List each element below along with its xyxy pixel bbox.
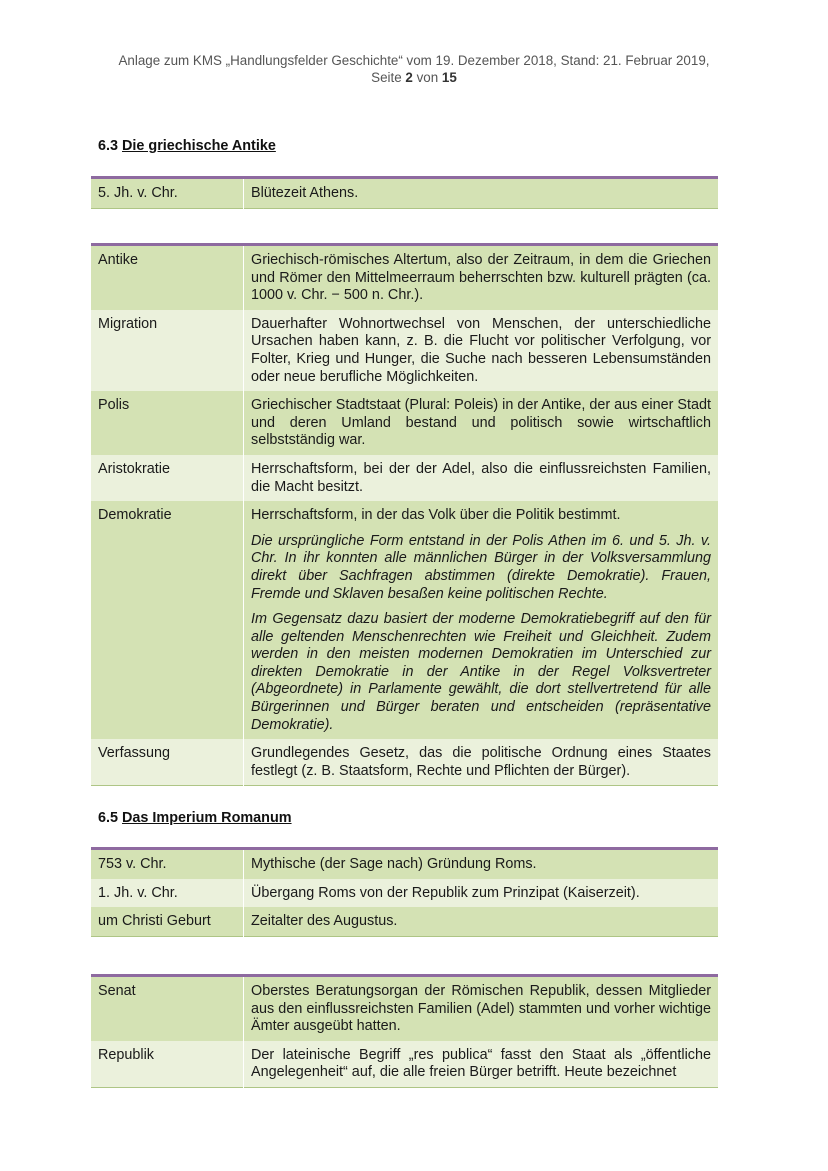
date-cell: 1. Jh. v. Chr. <box>91 879 244 908</box>
term-cell: Senat <box>91 976 244 1041</box>
definition-note: Im Gegensatz dazu basiert der moderne Demokratiebegriff auf den für alle geltenden Menschenrechten wie Freiheit und Gleichheit. Zudem werden in den meisten modernen Demokratien im Unterschied zur direkten Demokratie in der Antike in der Regel Volksvertreter (Abgeordnete) in Parlamente gewählt, die dort stellvertretend für alle Bürgerinnen und Bürger beraten und entscheiden (repräsentative Demokratie). <box>251 611 711 733</box>
definition-cell: Herrschaftsform, bei der der Adel, also die einflussreichsten Familien, die Macht besitzt. <box>244 455 719 501</box>
event-cell: Blütezeit Athens. <box>244 178 719 209</box>
date-cell: 753 v. Chr. <box>91 849 244 879</box>
glossary-table-antike <box>91 243 718 786</box>
page-header <box>0 52 828 86</box>
header-line: Anlage zum KMS „Handlungsfelder Geschichte“ vom 19. Dezember 2018, Stand: 21. Februar 2019, <box>118 53 710 68</box>
term-cell: Verfassung <box>91 739 244 786</box>
table-row <box>91 178 718 209</box>
table-row <box>91 879 718 908</box>
definition-cell: Grundlegendes Gesetz, das die politische Ordnung eines Staates festlegt (z. B. Staatsform, Rechte und Pflichten der Bürger). <box>244 739 719 786</box>
event-cell: Übergang Roms von der Republik zum Prinzipat (Kaiserzeit). <box>244 879 719 908</box>
page-total: 15 <box>441 70 457 85</box>
section-heading-antike: 6.3 Die griechische Antike <box>98 138 276 154</box>
table-row <box>91 455 718 501</box>
table-row <box>91 501 718 739</box>
definition-cell: Oberstes Beratungsorgan der Römischen Republik, dessen Mitglieder aus den einflussreichsten Familien (Adel) stammten und vorher wichtige Ämter ausgeübt hatten. <box>244 976 719 1041</box>
definition-cell: Der lateinische Begriff „res publica“ fasst den Staat als „öffentliche Angelegenheit“ auf, die alle freien Bürger betrifft. Heute bezeichnet <box>244 1041 719 1088</box>
table-row <box>91 310 718 391</box>
date-cell: 5. Jh. v. Chr. <box>91 178 244 209</box>
glossary-table-rom <box>91 974 718 1088</box>
section-title: Das Imperium Romanum <box>122 810 292 826</box>
term-cell: Demokratie <box>91 501 244 739</box>
term-cell: Antike <box>91 245 244 310</box>
section-heading-rom: 6.5 Das Imperium Romanum <box>98 810 292 826</box>
date-cell: um Christi Geburt <box>91 907 244 936</box>
definition-cell: Griechisch-römisches Altertum, also der Zeitraum, in dem die Griechen und Römer den Mittelmeerraum beherrschten bzw. kulturell prägten (ca. 1000 v. Chr. − 500 n. Chr.). <box>244 245 719 310</box>
term-cell: Republik <box>91 1041 244 1088</box>
page-indicator: Seite 2 von 15 <box>371 70 457 85</box>
definition-note: Die ursprüngliche Form entstand in der Polis Athen im 6. und 5. Jh. v. Chr. In ihr konnten alle männlichen Bürger in der Volksversammlung direkt über Sachfragen abstimmen (direkte Demokratie). Frauen, Fremde und Sklaven besaßen keine politischen Rechte. <box>251 532 711 602</box>
table-row <box>91 907 718 936</box>
table-row <box>91 976 718 1041</box>
table-row <box>91 739 718 786</box>
term-cell: Migration <box>91 310 244 391</box>
page-number: 2 <box>405 70 413 85</box>
event-cell: Zeitalter des Augustus. <box>244 907 719 936</box>
term-cell: Polis <box>91 391 244 455</box>
timeline-table-antike <box>91 176 718 209</box>
table-row <box>91 245 718 310</box>
section-title: Die griechische Antike <box>122 138 276 154</box>
definition-cell: Dauerhafter Wohnortwechsel von Menschen, der unterschiedliche Ursachen haben kann, z. B. die Flucht vor politischer Verfolgung, vor Folter, Krieg und Hunger, die Suche nach besseren Lebensumständen oder neue berufliche Möglichkeiten. <box>244 310 719 391</box>
definition-text: Herrschaftsform, in der das Volk über die Politik bestimmt. <box>251 507 621 524</box>
definition-cell: Griechischer Stadtstaat (Plural: Poleis) in der Antike, der aus einer Stadt und deren Umland bestand und politisch sowie wirtschaftlich selbstständig war. <box>244 391 719 455</box>
table-row <box>91 391 718 455</box>
term-cell: Aristokratie <box>91 455 244 501</box>
definition-cell <box>244 501 719 739</box>
table-row <box>91 849 718 879</box>
table-row <box>91 1041 718 1088</box>
timeline-table-rom <box>91 847 718 937</box>
event-cell: Mythische (der Sage nach) Gründung Roms. <box>244 849 719 879</box>
